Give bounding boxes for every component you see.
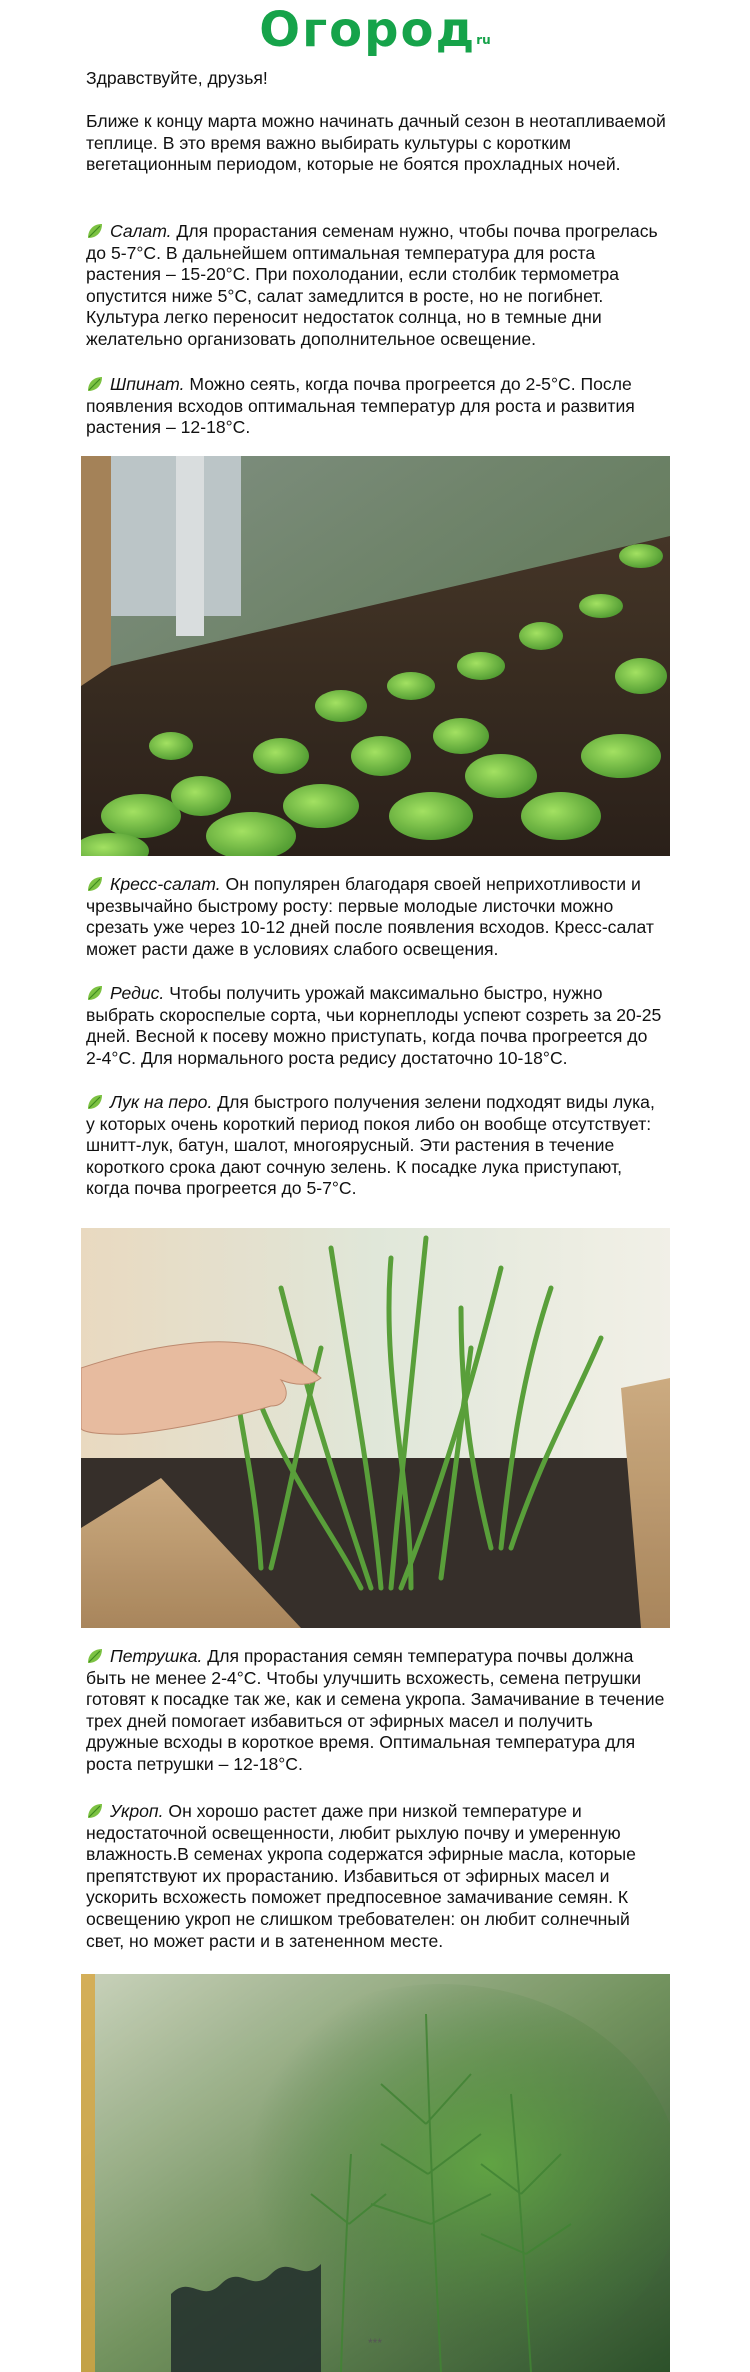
crop-description: Для прорастания семенам нужно, чтобы почва прогрелась до 5-7°C. В дальнейшем оптимальная температура для роста растения – 15-20°C. При похолодании, если столбик термометра опустится ниже 5°C, салат замедлится в росте, но не погибнет. Культура легко переносит недостаток солнца, но в темные дни желательно организовать дополнительное освещение. bbox=[86, 221, 658, 349]
crop-name: Шпинат. bbox=[110, 374, 185, 394]
crop-name: Кресс-салат. bbox=[110, 874, 221, 894]
crop-item-spinach bbox=[86, 374, 666, 439]
logo-text: Огород$^{ru}$ bbox=[259, 2, 491, 58]
crop-item-dill bbox=[86, 1801, 666, 1952]
leaf-icon bbox=[86, 984, 104, 1002]
crop-name: Укроп. bbox=[110, 1801, 164, 1821]
greeting bbox=[86, 68, 666, 90]
leaf-icon bbox=[86, 222, 104, 240]
crop-item-radish bbox=[86, 983, 666, 1069]
leaf-icon bbox=[86, 375, 104, 393]
leaf-icon bbox=[86, 1802, 104, 1820]
crop-description: Он популярен благодаря своей неприхотливости и чрезвычайно быстрому росту: первые молодые листочки можно срезать уже через 10-12 дней после появления всходов. Кресс-салат может расти даже в условиях слабого освещения. bbox=[86, 874, 654, 959]
crop-description: Для прорастания семян температура почвы должна быть не менее 2-4°C. Чтобы улучшить всхожесть, семена петрушки готовят к посадке так же, как и семена укропа. Замачивание в течение трех дней помогает избавиться от эфирных масел и получить дружные всходы в короткое время. Оптимальная температура для роста петрушки – 12-18°C. bbox=[86, 1646, 665, 1774]
crop-item-salad bbox=[86, 221, 666, 351]
spinach-greenhouse-photo bbox=[81, 456, 670, 856]
crop-item-onion bbox=[86, 1092, 666, 1200]
crop-name: Редис. bbox=[110, 983, 165, 1003]
footer-stars: *** bbox=[367, 2336, 382, 2350]
leaf-icon bbox=[86, 875, 104, 893]
crop-description: Он хорошо растет даже при низкой температуре и недостаточной освещенности, любит рыхлую почву и умеренную влажность.В семенах укропа содержатся эфирные масла, которые препятствуют их прорастанию. Избавиться от эфирных масел и ускорить всхожесть поможет предпосевное замачивание семян. К освещению укроп не слишком требователен: он любит солнечный свет, но может расти и в затененном месте. bbox=[86, 1801, 636, 1951]
logo-domain-sup: ru bbox=[476, 33, 491, 47]
crop-name: Салат. bbox=[110, 221, 172, 241]
green-onion-photo bbox=[81, 1228, 670, 1628]
greeting-text: Здравствуйте, друзья! bbox=[86, 68, 268, 88]
crop-name: Лук на перо. bbox=[110, 1092, 213, 1112]
intro-paragraph bbox=[86, 111, 666, 176]
crop-description: Для быстрого получения зелени подходят виды лука, у которых очень короткий период покоя либо он вообще отсутствует: шнитт-лук, батун, шалот, многоярусный. Эти растения в течение короткого срока дают сочную зелень. К посадке лука приступают, когда почва прогреется до 5-7°C. bbox=[86, 1092, 655, 1199]
intro-text: Ближе к концу марта можно начинать дачный сезон в неотапливаемой теплице. В это время важно выбирать культуры с коротким вегетационным периодом, которые не боятся прохладных ночей. bbox=[86, 111, 666, 175]
logo[interactable] bbox=[0, 0, 750, 62]
crop-item-cress bbox=[86, 874, 666, 960]
dill-photo bbox=[81, 1974, 670, 2372]
crop-description: Чтобы получить урожай максимально быстро, нужно выбрать скороспелые сорта, чьи корнеплоды успеют созреть за 20-25 дней. Весной к посеву можно приступать, когда почва прогреется до 2-4°C. Для нормального роста редису достаточно 10-18°C. bbox=[86, 983, 662, 1068]
crop-name: Петрушка. bbox=[110, 1646, 203, 1666]
leaf-icon bbox=[86, 1093, 104, 1111]
crop-description: Можно сеять, когда почва прогреется до 2-5°C. После появления всходов оптимальная температур для роста и развития растения – 12-18°C. bbox=[86, 374, 635, 438]
crop-item-parsley bbox=[86, 1646, 666, 1776]
leaf-icon bbox=[86, 1647, 104, 1665]
